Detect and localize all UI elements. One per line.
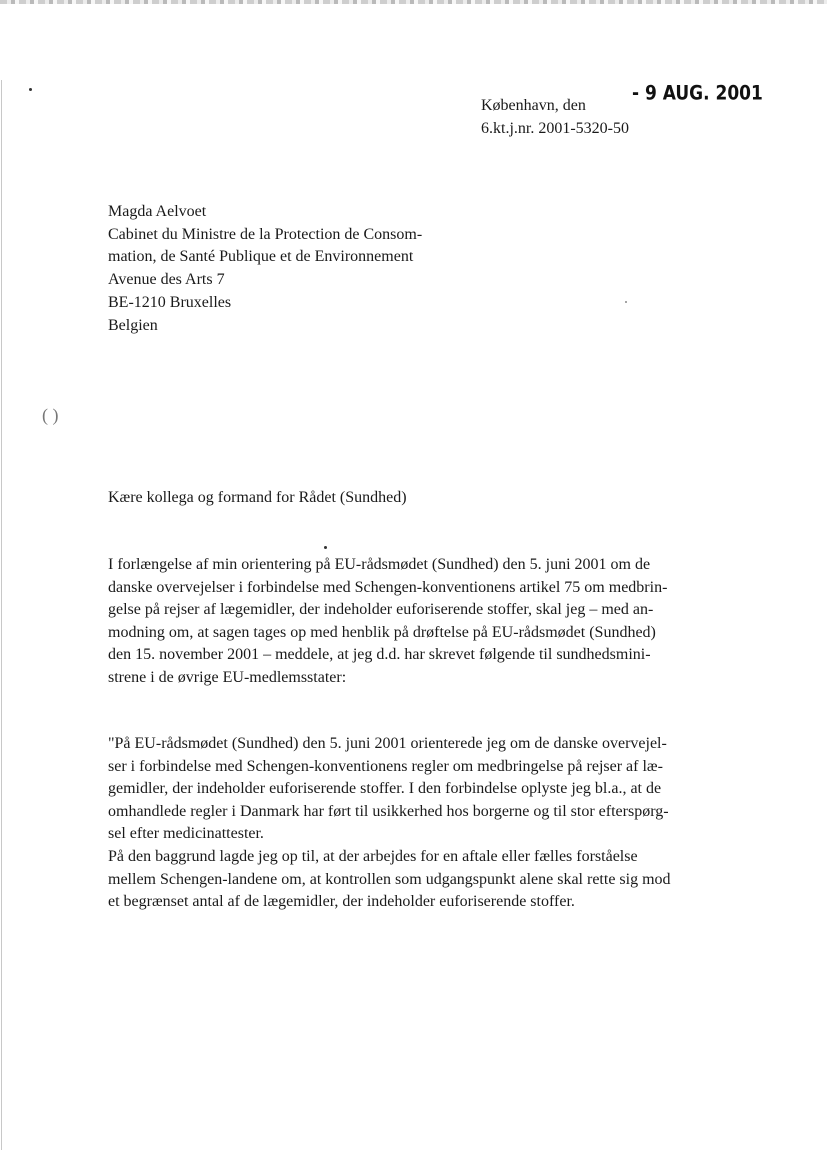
paragraph-line: I forlængelse af min orientering på EU-rådsmødet (Sundhed) den 5. juni 2001 om de	[108, 556, 651, 573]
paragraph-line: "På EU-rådsmødet (Sundhed) den 5. juni 2001 orienterede jeg om de danske overvejel-	[108, 735, 667, 752]
body-paragraph	[108, 554, 758, 690]
scan-speck	[625, 301, 627, 303]
paragraph-line: ser i forbindelse med Schengen-konventionens regler om medbringelse på rejser af læ-	[108, 757, 663, 775]
body-paragraph	[108, 846, 758, 914]
city-date: København, den	[481, 97, 586, 114]
scan-speck	[29, 88, 32, 91]
paragraph-line: mellem Schengen-landene om, at kontrollen som udgangspunkt alene skal rette sig mod	[108, 870, 671, 888]
recipient-address	[108, 201, 508, 337]
paragraph-line: danske overvejelser i forbindelse med Schengen-konventionens artikel 75 om medbrin-	[108, 578, 668, 596]
address-line: BE-1210 Bruxelles	[108, 293, 232, 311]
address-line: Cabinet du Ministre de la Protection de Consom-	[108, 225, 423, 243]
paragraph-line: strene i de øvrige EU-medlemsstater:	[108, 668, 347, 686]
address-line: Magda Aelvoet	[108, 203, 207, 220]
paragraph-line: omhandlede regler i Danmark har ført til usikkerhed hos borgerne og til stor efterspørg-	[108, 802, 669, 820]
scan-edge-top	[0, 0, 827, 4]
paragraph-line: gemidler, der indeholder euforiserende stoffer. I den forbindelse oplyste jeg bl.a., at de	[108, 780, 662, 798]
date-stamp: - 9 AUG. 2001	[632, 82, 763, 105]
paragraph-line: På den baggrund lagde jeg op til, at der arbejdes for en aftale eller fælles forståelse	[108, 848, 638, 865]
scan-speck	[324, 546, 327, 549]
paragraph-line: modning om, at sagen tages op med henblik på drøftelse på EU-rådsmødet (Sundhed)	[108, 623, 656, 641]
paragraph-line: den 15. november 2001 – meddele, at jeg d.d. har skrevet følgende til sundhedsmini-	[108, 646, 651, 664]
punch-hole-mark: ( )	[42, 405, 59, 425]
paragraph-line: gelse på rejser af lægemidler, der indeholder euforiserende stoffer, skal jeg – med an-	[108, 601, 654, 619]
salutation: Kære kollega og formand for Rådet (Sundhed)	[108, 489, 407, 506]
address-line: mation, de Santé Publique et de Environnement	[108, 248, 414, 266]
address-line: Belgien	[108, 316, 158, 334]
scan-edge-left	[1, 80, 2, 1150]
paragraph-line: sel efter medicinattester.	[108, 825, 264, 843]
paragraph-line: et begrænset antal af de lægemidler, der indeholder euforiserende stoffer.	[108, 893, 575, 911]
journal-reference: 6.kt.j.nr. 2001-5320-50	[481, 120, 629, 137]
body-paragraph	[108, 733, 758, 846]
address-line: Avenue des Arts 7	[108, 271, 225, 289]
